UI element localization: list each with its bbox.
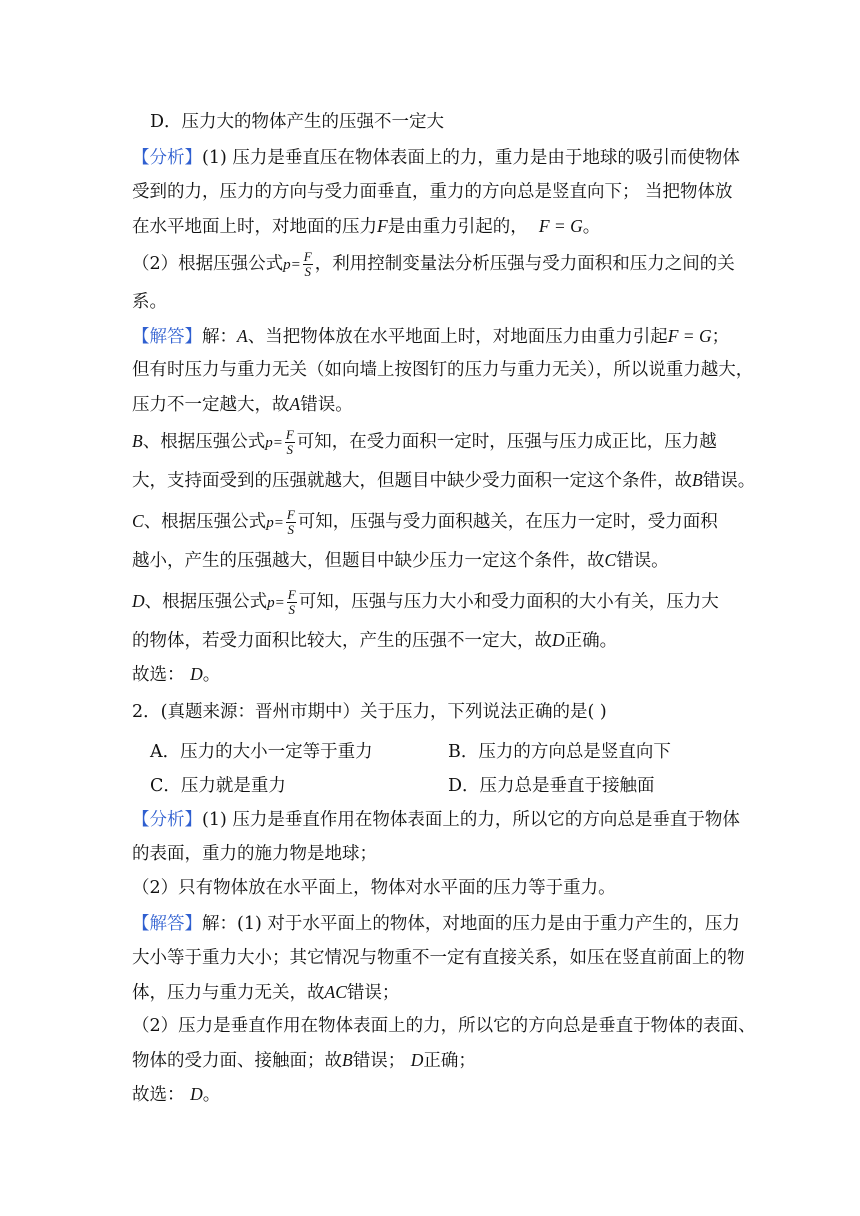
question-2-stem: 2．(真题来源：晋州市期中）关于压力，下列说法正确的是( ) xyxy=(132,702,607,722)
answer-line-3: 体，压力与重力无关，故AC错误； xyxy=(132,982,400,1003)
option-d: D．压力大的物体产生的压强不一定大 xyxy=(150,112,445,132)
choice-line: 故选： D。 xyxy=(132,664,221,685)
analysis-line-1: 【分析】(1) 压力是垂直作用在物体表面上的力，所以它的方向总是垂直于物体 xyxy=(132,810,740,830)
option-a: A．压力的大小一定等于重力 xyxy=(150,742,373,762)
answer-line-1: 【解答】解：A、当把物体放在水平地面上时，对地面压力由重力引起F = G； xyxy=(132,326,730,347)
fraction-f-over-s: $\frac{F}{S}$ xyxy=(286,507,295,537)
option-c: C．压力就是重力 xyxy=(150,776,286,796)
answer-c-line-1: C、根据压强公式p= $\frac{F}{S}$ 可知，压强与受力面积越关，在压力一定时，受力面积 xyxy=(132,507,718,537)
analysis-line-3: （2）只有物体放在水平面上，物体对水平面的压力等于重力。 xyxy=(132,878,616,898)
analysis-line-2: 的表面，重力的施力物是地球； xyxy=(132,844,377,864)
fraction-f-over-s: $\frac{F}{S}$ xyxy=(287,587,296,617)
answer-line-4: （2）压力是垂直作用在物体表面上的力，所以它的方向总是垂直于物体的表面、 xyxy=(132,1016,756,1036)
answer-d-line-2: 的物体，若受力面积比较大，产生的压强不一定大，故D正确。 xyxy=(132,630,618,651)
choice-line: 故选： D。 xyxy=(132,1084,221,1105)
answer-b-line-2: 大，支持面受到的压强就越大，但题目中缺少受力面积一定这个条件，故B错误。 xyxy=(132,470,756,491)
answer-line-1: 【解答】解：(1) 对于水平面上的物体，对地面的压力是由于重力产生的，压力 xyxy=(132,914,740,934)
fraction-f-over-s: $\frac{F}{S}$ xyxy=(285,427,294,457)
fraction-f-over-s: $\frac{F}{S}$ xyxy=(303,249,312,279)
analysis-line-5: 系。 xyxy=(132,292,167,312)
analysis-line-2: 受到的力，压力的方向与受力面垂直，重力的方向总是竖直向下； 当把物体放 xyxy=(132,182,733,202)
answer-b-line-1: B、根据压强公式p= $\frac{F}{S}$ 可知，在受力面积一定时，压强与压力成正比，压力越 xyxy=(132,427,717,457)
answer-line-3: 压力不一定越大，故A错误。 xyxy=(132,394,353,415)
analysis-tag: 【分析】 xyxy=(132,148,202,168)
analysis-line-1: 【分析】(1) 压力是垂直压在物体表面上的力，重力是由于地球的吸引而使物体 xyxy=(132,148,740,168)
analysis-line-3: 在水平地面上时，对地面的压力F是由重力引起的， F = G。 xyxy=(132,216,601,237)
answer-line-2: 大小等于重力大小；其它情况与物重不一定有直接关系，如压在竖直前面上的物 xyxy=(132,948,745,968)
analysis-line-4: （2）根据压强公式p= $\frac{F}{S}$ ，利用控制变量法分析压强与受力面积和压力之间的关 xyxy=(132,249,735,279)
answer-d-line-1: D、根据压强公式p= $\frac{F}{S}$ 可知，压强与压力大小和受力面积的大小有关，压力大 xyxy=(132,587,719,617)
answer-c-line-2: 越小，产生的压强越大，但题目中缺少压力一定这个条件，故C错误。 xyxy=(132,550,669,571)
option-b: B．压力的方向总是竖直向下 xyxy=(448,742,671,762)
option-d: D．压力总是垂直于接触面 xyxy=(448,776,655,796)
answer-line-5: 物体的受力面、接触面；故B错误； D正确； xyxy=(132,1050,476,1071)
answer-line-2: 但有时压力与重力无关（如向墙上按图钉的压力与重力无关），所以说重力越大， xyxy=(132,360,754,380)
